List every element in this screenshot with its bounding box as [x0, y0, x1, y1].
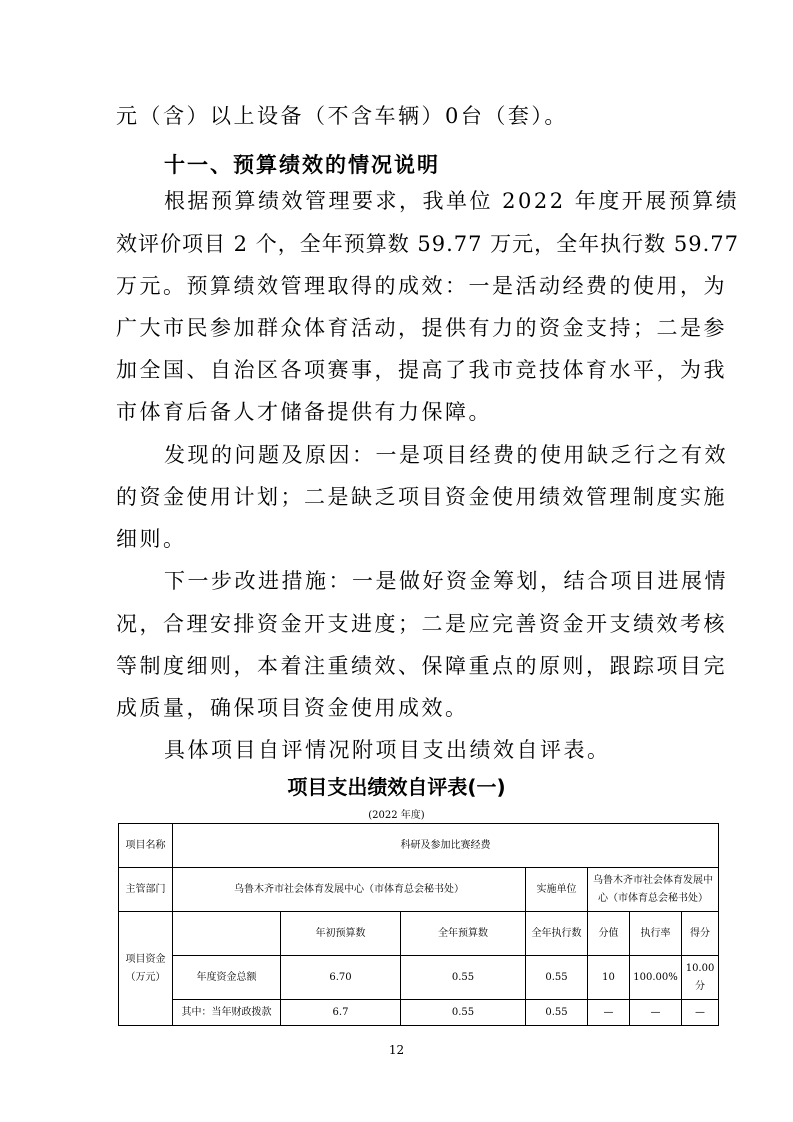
text-line-6: 加全国、自治区各项赛事，提高了我市竞技体育水平，为我 — [116, 358, 727, 382]
impl-value: 乌鲁木齐市社会体育发展中心（市体育总会秘书处） — [588, 868, 719, 912]
cell-initial: 6.7 — [281, 1000, 401, 1026]
impl-label: 实施单位 — [526, 868, 588, 912]
text-line-3: 效评价项目 2 个，全年预算数 59.77 万元，全年执行数 59.77 — [116, 232, 739, 256]
dept-value: 乌鲁木齐市社会体育发展中心（市体育总会秘书处） — [173, 868, 526, 912]
cell-score: — — [682, 1000, 719, 1026]
col-header: 全年执行数 — [526, 912, 588, 956]
text-line-8: 发现的问题及原因：一是项目经费的使用缺乏行之有效 — [164, 443, 728, 467]
text-line-12: 况，合理安排资金开支进度；二是应完善资金开支绩效考核 — [116, 612, 727, 636]
cell-score: 10.00分 — [682, 956, 719, 1000]
performance-table — [118, 823, 719, 1026]
section-heading: 十一、预算绩效的情况说明 — [164, 153, 440, 177]
row-label: 其中：当年财政拨款 — [173, 1000, 281, 1026]
cell-rate: 100.00% — [630, 956, 682, 1000]
project-name-label: 项目名称 — [119, 824, 173, 868]
funds-label: 项目资金（万元） — [119, 912, 173, 1026]
text-line-2: 根据预算绩效管理要求，我单位 2022 年度开展预算绩 — [164, 189, 740, 213]
text-line-15: 具体项目自评情况附项目支出绩效自评表。 — [164, 738, 611, 762]
table-row — [119, 1000, 719, 1026]
cell-executed: 0.55 — [526, 1000, 588, 1026]
table-row — [119, 912, 719, 956]
table-year: (2022 年度) — [368, 810, 425, 821]
cell-executed: 0.55 — [526, 956, 588, 1000]
row-label: 年度资金总额 — [173, 956, 281, 1000]
col-header: 年初预算数 — [281, 912, 401, 956]
text-line-5: 广大市民参加群众体育活动，提供有力的资金支持；二是参 — [116, 316, 727, 340]
cell-score-value: 10 — [588, 956, 630, 1000]
dept-label: 主管部门 — [119, 868, 173, 912]
text-line-9: 的资金使用计划；二是缺乏项目资金使用绩效管理制度实施 — [116, 485, 727, 509]
project-name: 科研及参加比赛经费 — [173, 824, 719, 868]
col-header: 分值 — [588, 912, 630, 956]
table-row — [119, 956, 719, 1000]
col-header: 全年预算数 — [401, 912, 526, 956]
text-line-4: 万元。预算绩效管理取得的成效：一是活动经费的使用，为 — [116, 274, 727, 298]
table-title: 项目支出绩效自评表(一) — [287, 775, 506, 799]
cell-initial: 6.70 — [281, 956, 401, 1000]
cell-annual: 0.55 — [401, 956, 526, 1000]
text-line-11: 下一步改进措施：一是做好资金筹划，结合项目进展情 — [164, 569, 728, 593]
text-line-7: 市体育后备人才储备提供有力保障。 — [116, 400, 492, 424]
text-line-10: 细则。 — [116, 527, 187, 551]
blank-cell — [173, 912, 281, 956]
table-row — [119, 868, 719, 912]
text-line-13: 等制度细则，本着注重绩效、保障重点的原则，跟踪项目完 — [116, 654, 727, 678]
table-row — [119, 824, 719, 868]
col-header: 得分 — [682, 912, 719, 956]
cell-rate: — — [630, 1000, 682, 1026]
cell-annual: 0.55 — [401, 1000, 526, 1026]
col-header: 执行率 — [630, 912, 682, 956]
cell-score-value: — — [588, 1000, 630, 1026]
page-number: 12 — [388, 1043, 405, 1057]
text-line-1: 元（含）以上设备（不含车辆）0台（套）。 — [116, 104, 568, 128]
text-line-14: 成质量，确保项目资金使用成效。 — [116, 696, 469, 720]
